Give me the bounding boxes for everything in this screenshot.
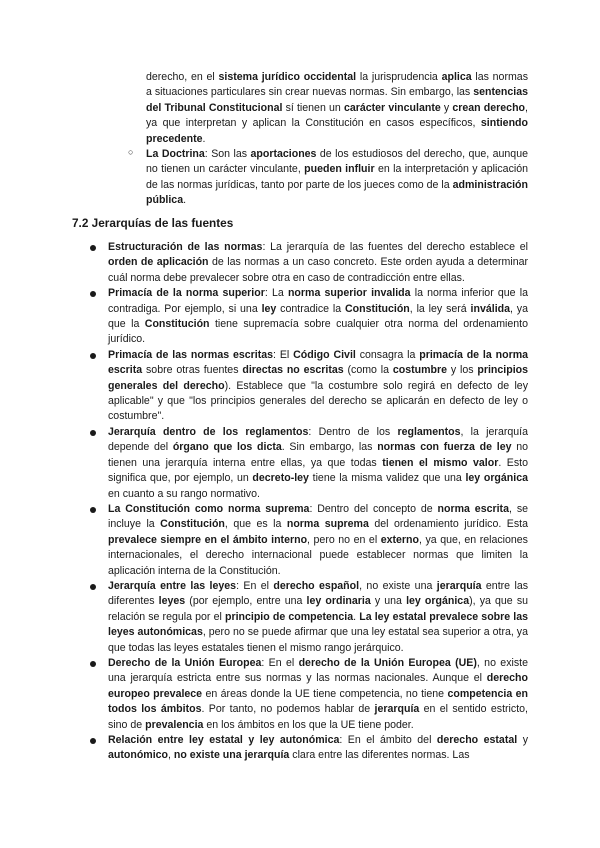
bullet-icon [90,507,96,513]
text-run: (por ejemplo, entre una [185,595,307,608]
bullet-icon [90,738,96,744]
bold-run: Estructuración de las normas [108,241,263,253]
list-item [0,733,600,764]
text-run: . [353,610,360,623]
bold-run: sistema jurídico occidental [218,71,357,83]
bold-run: aplica [441,71,472,83]
text-run: en la interpretación y aplicación de las normas jurídicas, tanto por parte de los jueces como de la [146,163,529,191]
text-run: , pero no se puede afirmar que una ley estatal sea superior a otra, ya que todas las leyes estatales tienen el mismo rango jerárquico. [108,626,528,654]
bold-run: sintiendo precedente [146,117,528,145]
bold-run: ley orgánica [406,595,470,608]
bold-run: orden de aplicación [108,256,209,269]
bold-run: Constitución [160,518,225,531]
bold-run: no existe una jerarquía [173,749,290,762]
text-run: . Esto significa que, por ejemplo, un [108,456,529,485]
text-run: derecho, en el [146,71,219,83]
bold-run: Relación entre ley estatal y ley autonómica [108,734,340,746]
list-item-text [108,286,528,348]
list-item-text [108,502,528,579]
text-run: , no existe una jerarquía estricta entre sus normas y las normas nacionales. Aunque el [108,656,528,685]
bold-run: crean derecho [452,101,526,114]
list-item [0,286,600,348]
text-run: . [202,132,206,145]
bold-run: directas no escritas [242,364,344,377]
bold-run: primacía de la norma escrita [108,348,529,377]
text-run: , se incluye la [108,502,529,531]
hollow-bullet-icon: ○ [128,147,134,157]
list-item [0,240,600,286]
text-run: : Son las [204,148,251,160]
text-run: tiene supremacía sobre cualquier otra norma del ordenamiento jurídico. [108,318,529,346]
bold-run: derecho europeo prevalece [108,672,528,700]
bold-run: inválida [470,302,510,315]
bold-run: pueden influir [304,163,375,176]
bold-run: externo [380,533,419,546]
text-run: : En el ámbito del [339,734,437,746]
text-run: , que es la [224,518,287,531]
bullet-icon [90,661,96,667]
bullet-icon [90,245,96,251]
bold-run: La Constitución como norma suprema [108,502,310,515]
bold-run: administración pública [146,178,528,207]
text-run: , la jerarquía depende del [108,425,528,454]
bold-run: Primacía de la norma superior [108,287,265,300]
text-run: sí tienen un [282,101,344,114]
bold-run: autonómico [108,749,169,762]
bold-run: derecho español [273,579,360,592]
bullet-icon [90,430,96,436]
text-run: , la ley será [409,302,471,315]
text-run: : La [264,287,288,300]
text-run: . Por tanto, no podemos hablar de [201,703,375,716]
bold-run: La Doctrina [146,148,205,160]
text-run: y [440,101,453,114]
list-item-text [108,579,528,656]
list-item-text [108,656,528,733]
bold-run: ley ordinaria [306,595,371,608]
text-run: , ya que, en relaciones internacionales, el derecho internacional puede establecer normas que limiten la aplicación interna de la Constitución. [108,533,528,577]
text-run: clara entre las diferentes normas. Las [289,749,470,762]
bold-run: derecho de la Unión Europea (UE) [298,656,477,669]
bold-run: norma escrita [437,502,509,515]
text-run: tiene la misma validez que una [308,472,466,485]
list-item-text [108,240,528,286]
text-run: y los [447,364,478,377]
text-run: entre las diferentes [108,579,529,608]
text-run: de los estudiosos del derecho, que, aunque no tienen un carácter vinculante, [146,148,528,176]
sub-list-item [128,147,528,209]
bold-run: principio de competencia [224,610,354,623]
text-run: , pero no en el [307,533,381,546]
bold-run: prevalece siempre en el ámbito interno [108,533,308,546]
text-run: ). Establece que "la costumbre solo regirá en defecto de ley aplicable" y que "los principios generales del derecho se aplicarán en defecto de ley o costumbre". [108,379,528,423]
text-run: contradice la [276,302,346,315]
text-run: la jurisprudencia [356,71,442,83]
text-run: en los ámbitos en los que la UE tiene poder. [203,718,414,731]
bold-run: Primacía de las normas escritas [108,348,274,361]
bold-run: órgano que los dicta [172,441,282,454]
text-run: las normas a situaciones particulares sin crear nuevas normas. Sin embargo, las [146,71,528,99]
text-run: (como la [343,364,393,377]
continuation-paragraph [146,70,528,147]
bold-run: costumbre [392,364,448,377]
text-run: : El [273,348,294,361]
list-item [0,348,600,425]
text-run: , ya que la [108,302,528,331]
bold-run: prevalencia [145,718,204,731]
text-run: de las normas a un caso concreto. Este orden ayuda a determinar cuál norma debe prevalecer sobre otra en caso de contradicción entre ellas. [108,256,528,284]
list-item [0,425,600,502]
text-run: : La jerarquía de las fuentes del derecho establece el [262,241,528,253]
text-run: : Dentro del concepto de [309,502,438,515]
text-run: consagra la [355,348,420,361]
bold-run: jerarquía [436,579,482,592]
bullet-icon [90,584,96,590]
bold-run: Derecho de la Unión Europea [108,656,262,669]
list-item [0,502,600,579]
bold-run: sentencias del Tribunal Constitucional [146,86,528,114]
text-run: , ya que interpretan y aplican la Constitución en casos específicos, [146,101,528,130]
bold-run: Código Civil [293,348,356,361]
bold-run: principios generales del derecho [108,364,529,392]
text-run: en el sentido estricto, sino de [108,703,528,731]
bold-run: competencia en todos los ámbitos [108,687,529,716]
bold-run: La ley estatal prevalece sobre las leyes autonómicas [108,610,529,639]
list-item-text [108,348,528,425]
text-run: : En el [261,656,299,669]
bold-run: ley [261,302,277,315]
text-run: y una [370,595,407,608]
doctrina-paragraph [146,147,528,209]
text-run: . Sin embargo, las [281,441,378,454]
text-run: la norma inferior que la contradiga. Por ejemplo, si una [108,287,529,315]
bold-run: Constitución [345,302,410,315]
bold-run: derecho estatal [436,734,518,746]
bold-run: ley orgánica [465,472,528,485]
bold-run: norma suprema [286,518,369,531]
text-run: : En el [236,579,274,592]
text-run: : Dentro de los [308,425,398,438]
text-run: no tienen una jerarquía interna entre ellas, ya que todas [108,441,528,469]
text-run: sobre otras fuentes [142,364,243,377]
section-heading: 7.2 Jerarquías de las fuentes [72,216,234,230]
bold-run: normas con fuerza de ley [377,441,512,454]
list-item [0,656,600,733]
text-run: y [517,734,528,746]
text-run: , no existe una [359,579,437,592]
bold-run: Constitución [144,318,210,331]
bold-run: leyes [158,595,186,608]
bullet-list [0,240,600,764]
bullet-icon [90,353,96,359]
bold-run: decreto-ley [252,472,309,485]
bold-run: jerarquía [374,703,420,716]
bold-run: Jerarquía entre las leyes [108,579,237,592]
bold-run: Jerarquía dentro de los reglamentos [108,425,309,438]
text-run: en cuanto a su rango normativo. [108,487,260,500]
bold-run: tienen el mismo valor [382,456,499,469]
bold-run: carácter vinculante [343,101,441,114]
text-run: en áreas donde la UE tiene competencia, no tiene [202,687,448,700]
bold-run: norma superior invalida [287,287,411,300]
list-item-text [108,425,528,502]
bold-run: aportaciones [250,148,317,160]
text-run: ), ya que su relación se regula por el [108,595,529,623]
bullet-icon [90,291,96,297]
text-run: , [168,749,174,762]
list-item-text [108,733,528,764]
text-run: . [183,194,187,207]
text-run: del ordenamiento jurídico. Esta [368,518,528,531]
bold-run: reglamentos [397,425,461,438]
list-item [0,579,600,656]
